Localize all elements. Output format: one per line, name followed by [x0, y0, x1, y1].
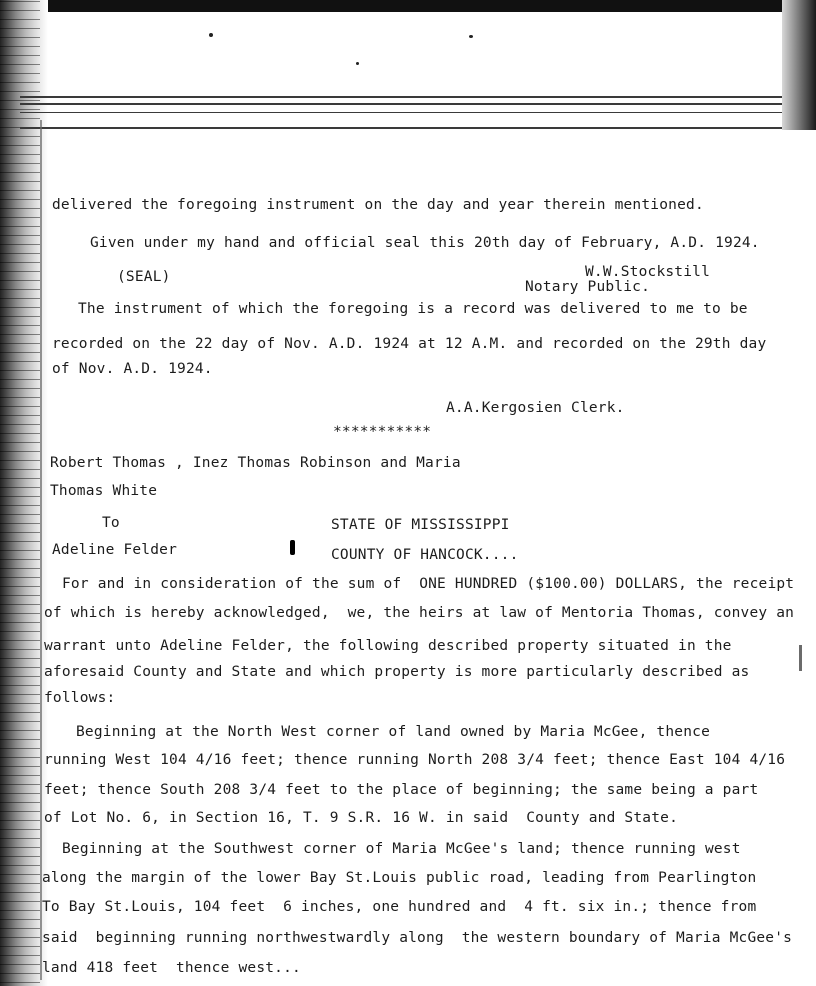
text-line: To Bay St.Louis, 104 feet 6 inches, one hundred and 4 ft. six in.; thence from [42, 899, 757, 915]
text-line: running West 104 4/16 feet; thence running North 208 3/4 feet; thence East 104 4/16 [44, 752, 786, 768]
text-line: The instrument of which the foregoing is a record was delivered to me to be [78, 301, 748, 317]
binding-texture [0, 0, 40, 986]
ruled-line [20, 96, 782, 98]
county-heading: COUNTY OF HANCOCK.... [331, 547, 519, 563]
text-line: Beginning at the North West corner of land owned by Maria McGee, thence [76, 724, 711, 740]
ruled-line [20, 127, 782, 129]
grantor-names: Robert Thomas , Inez Thomas Robinson and Maria [50, 455, 461, 471]
text-line: Beginning at the Southwest corner of Maria McGee's land; thence running west [62, 841, 741, 857]
text-line: Given under my hand and official seal this 20th day of February, A.D. 1924. [90, 235, 760, 251]
ruled-line [20, 103, 782, 105]
to-label: To [102, 515, 120, 531]
ink-blot [290, 540, 295, 555]
text-line: said beginning running northwestwardly along the western boundary of Maria McGee's [42, 930, 793, 946]
clerk-signature: A.A.Kergosien Clerk. [446, 400, 625, 416]
text-line: of Lot No. 6, in Section 16, T. 9 S.R. 16 W. in said County and State. [44, 810, 679, 826]
state-heading: STATE OF MISSISSIPPI [331, 517, 510, 533]
text-line: For and in consideration of the sum of ONE HUNDRED ($100.00) DOLLARS, the receipt [62, 576, 795, 592]
ruled-line [20, 112, 782, 113]
scan-speck [356, 62, 359, 65]
text-line: land 418 feet thence west... [42, 960, 301, 976]
scan-speck [209, 33, 213, 37]
text-line: of Nov. A.D. 1924. [52, 361, 213, 377]
scan-corner-shadow [782, 0, 816, 130]
text-line: follows: [44, 690, 116, 706]
text-line: warrant unto Adeline Felder, the following described property situated in the [44, 638, 732, 654]
scan-top-edge [0, 0, 816, 12]
text-line: of which is hereby acknowledged, we, the heirs at law of Mentoria Thomas, convey an [44, 605, 795, 621]
grantee-name: Adeline Felder [52, 542, 178, 558]
text-line: recorded on the 22 day of Nov. A.D. 1924 at 12 A.M. and recorded on the 29th day [52, 336, 767, 352]
seal-label: (SEAL) [117, 269, 171, 285]
margin-rule [40, 120, 42, 980]
scan-mark [799, 645, 802, 671]
text-line: along the margin of the lower Bay St.Louis public road, leading from Pearlington [42, 870, 757, 886]
notary-name: W.W.Stockstill [585, 264, 711, 280]
text-line: delivered the foregoing instrument on the day and year therein mentioned. [52, 197, 704, 213]
grantor-names-cont: Thomas White [50, 483, 158, 499]
text-line: aforesaid County and State and which property is more particularly described as [44, 664, 750, 680]
scan-speck [469, 35, 473, 38]
section-divider: *********** [333, 424, 432, 440]
text-line: feet; thence South 208 3/4 feet to the place of beginning; the same being a part [44, 782, 759, 798]
notary-title: Notary Public. [525, 279, 651, 295]
